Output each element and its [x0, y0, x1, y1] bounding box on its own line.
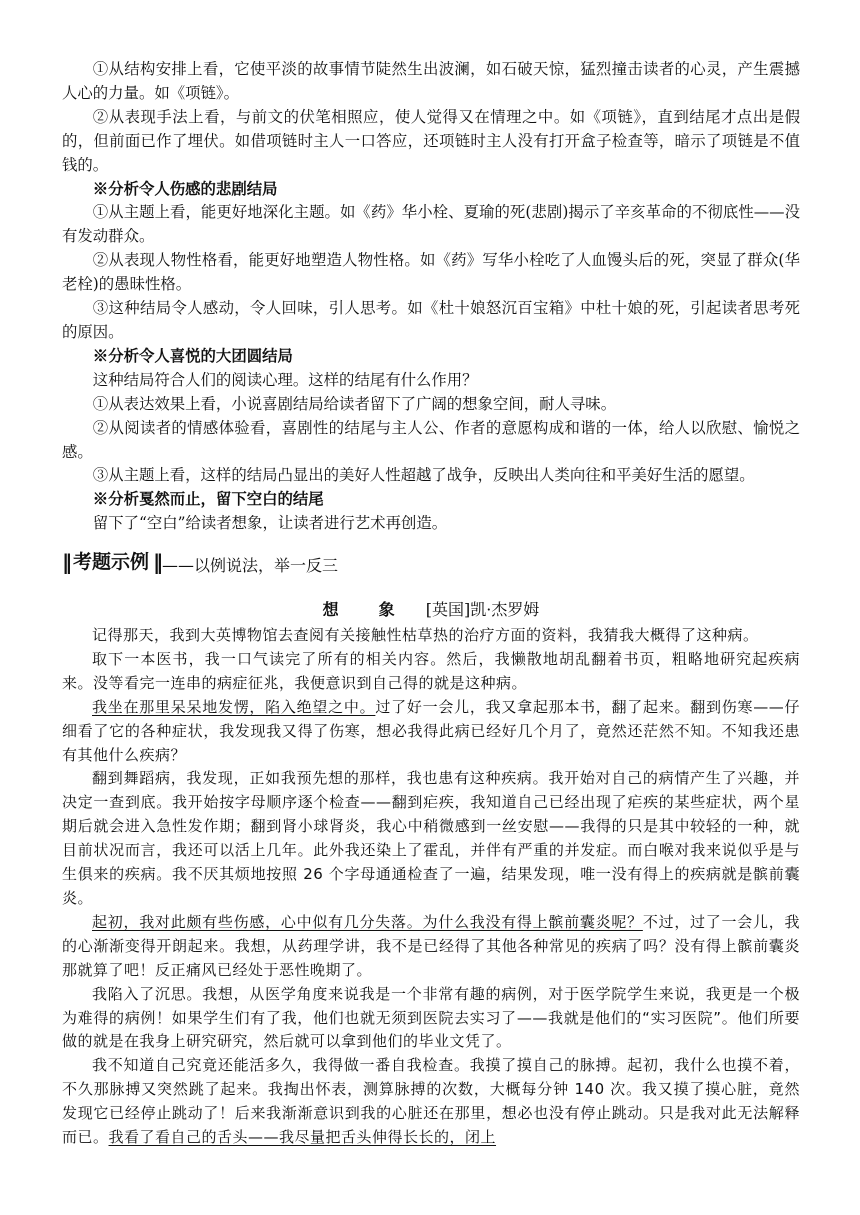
underlined-sentence: 我坐在那里呆呆地发愣，陷入绝望之中。 — [92, 697, 376, 716]
story-body — [62, 624, 800, 1150]
story-title: 想 象 — [322, 600, 407, 620]
section-heading-tragic: ※分析令人伤感的悲剧结局 — [92, 179, 278, 198]
story-paragraph: 翻到舞蹈病，我发现，正如我预先想的那样，我也患有这种疾病。我开始对自己的病情产生了兴趣，并决定一查到底。我开始按字母顺序逐个检查——翻到疟疾，我知道自己已经出现了疟疾的某些症状，两个星期后就会进入急性发作期；翻到肾小球肾炎，我心中稍微感到一丝安慰——我得的只是其中较轻的一种，就目前状况而言，我还可以活上几年。此外我还染上了霍乱，并伴有严重的并发症。而白喉对我来说似乎是与生俱来的疾病。我不厌其烦地按照 26 个字母通通检查了一遍，结果发现，唯一没有得上的疾病就是髌前囊炎。 — [62, 769, 800, 907]
story-header — [62, 598, 800, 622]
banner-bar-left: ‖ — [62, 550, 69, 575]
banner-title: 考题示例 — [73, 551, 150, 574]
analysis-paragraph: ③这种结局令人感动，令人回味，引人思考。如《杜十娘怒沉百宝箱》中杜十娘的死，引起读者思考死的原因。 — [62, 299, 800, 341]
story-text: 不过，过了一会儿，我的心渐渐变得开朗起来。我想，从药理学讲，我不是已经得了其他各种常见的疾病了吗？没有得上髌前囊炎那就算了吧！反正痛风已经处于恶性晚期了。 — [62, 912, 800, 979]
section-heading-open: ※分析戛然而止，留下空白的结尾 — [92, 490, 324, 509]
analysis-paragraph: ①从表达效果上看，小说喜剧结局给读者留下了广阔的想象空间，耐人寻味。 — [92, 394, 617, 413]
story-paragraph: 取下一本医书，我一口气读完了所有的相关内容。然后，我懒散地胡乱翻着书页，粗略地研究起疾病来。没等看完一连串的病症征兆，我便意识到自己得的就是这种病。 — [62, 649, 800, 692]
analysis-paragraph: ①从主题上看，能更好地深化主题。如《药》华小栓、夏瑜的死(悲剧)揭示了辛亥革命的不彻底性——没有发动群众。 — [62, 203, 800, 246]
analysis-paragraph: ③从主题上看，这样的结局凸显出的美好人性超越了战争，反映出人类向往和平美好生活的愿望。 — [92, 466, 755, 485]
analysis-paragraph: ②从阅读者的情感体验看，喜剧性的结尾与主人公、作者的意愿构成和谐的一体，给人以欣慰、愉悦之感。 — [62, 418, 800, 461]
section-heading-happy: ※分析令人喜悦的大团圆结局 — [92, 346, 293, 365]
banner-bar-right: ‖ — [153, 550, 161, 575]
analysis-paragraph: 留下了“空白”给读者想象，让读者进行艺术再创造。 — [92, 514, 448, 533]
underlined-sentence: 起初，我对此颇有些伤感，心中似有几分失落。为什么我没有得上髌前囊炎呢？ — [92, 912, 643, 931]
banner-subtitle: ——以例说法，举一反三 — [162, 556, 339, 576]
underlined-sentence: 我看了看自己的舌头——我尽量把舌头伸得长长的，闭上 — [108, 1128, 497, 1147]
section-banner — [62, 542, 800, 584]
analysis-paragraph: ②从表现手法上看，与前文的伏笔相照应，使人觉得又在情理之中。如《项链》，直到结尾才点出是假的，但前面已作了埋伏。如借项链时主人一口答应，还项链时主人没有打开盒子检查等，暗示了项链是不值钱的。 — [62, 107, 800, 174]
analysis-paragraph: ②从表现人物性格看，能更好地塑造人物性格。如《药》写华小栓吃了人血馒头后的死，突显了群众(华老栓)的愚昧性格。 — [62, 251, 800, 294]
story-paragraph — [62, 1054, 800, 1150]
story-text: 我不知道自己究竟还能活多久，我得做一番自我检查。我摸了摸自己的脉搏。起初，我什么也摸不着，不久那脉搏又突然跳了起来。我掏出怀表，测算脉搏的次数，大概每分钟 140 次。我又摸了摸心脏，竟然发现它已经停止跳动了！后来我渐渐意识到我的心脏还在那里，想必也没有停止跳动。只是我对此无法解释而已。 — [62, 1056, 800, 1147]
story-paragraph: 我陷入了沉思。我想，从医学角度来说我是一个非常有趣的病例，对于医学院学生来说，我更是一个极为难得的病例！如果学生们有了我，他们也就无须到医院去实习了——我就是他们的“实习医院”。他们所要做的就是在我身上研究研究，然后就可以拿到他们的毕业文凭了。 — [62, 984, 800, 1051]
story-paragraph — [62, 911, 800, 983]
story-text: 过了好一会儿，我又拿起那本书，翻了起来。翻到伤寒——仔细看了它的各种症状，我发现我又得了伤寒，想必我得此病已经好几个月了，竟然还茫然不知。不知我还患有其他什么疾病？ — [62, 697, 800, 764]
story-paragraph: 记得那天，我到大英博物馆去查阅有关接触性枯草热的治疗方面的资料，我猜我大概得了这种病。 — [92, 626, 759, 645]
document-page — [62, 58, 800, 1150]
story-paragraph — [62, 696, 800, 768]
analysis-paragraph: 这种结局符合人们的阅读心理。这样的结尾有什么作用？ — [92, 370, 478, 389]
analysis-paragraph: ①从结构安排上看，它使平淡的故事情节陡然生出波澜，如石破天惊，猛烈撞击读者的心灵，产生震撼人心的力量。如《项链》。 — [62, 60, 800, 102]
story-author: [英国]凯·杰罗姆 — [425, 600, 540, 620]
